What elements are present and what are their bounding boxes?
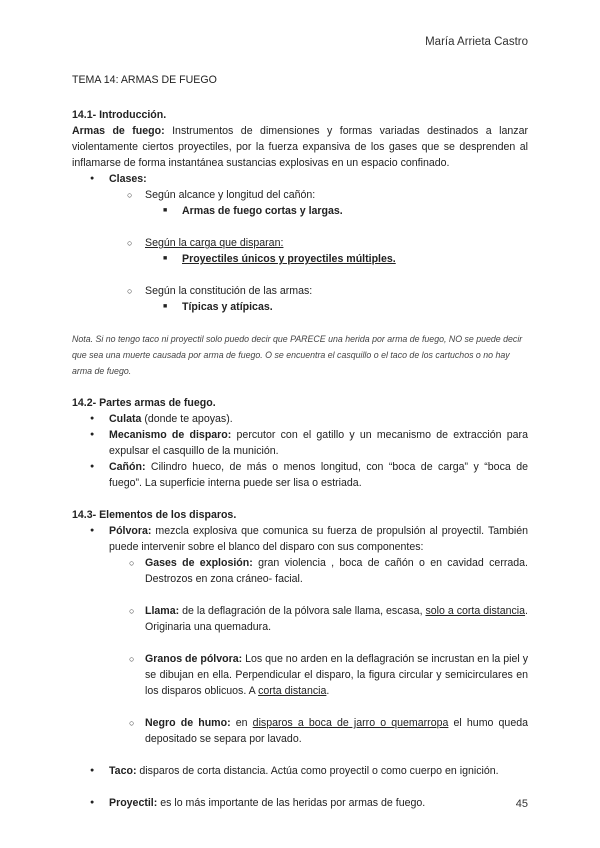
spacer <box>109 587 528 603</box>
list-item-armas-cortas-largas <box>72 203 528 219</box>
spacer <box>72 267 528 283</box>
gases-term: Gases de explosión: <box>145 557 253 569</box>
clases-label: Clases: <box>109 173 147 185</box>
section-heading-introduccion: 14.1- Introducción. <box>72 109 167 121</box>
page-number: 45 <box>515 798 528 810</box>
section-heading-elementos: 14.3- Elementos de los disparos. <box>72 509 237 521</box>
negro-text: en <box>230 717 253 729</box>
negro-end: el humo queda depositado se separa por lavado. <box>145 717 529 745</box>
list-item-clases <box>72 171 528 187</box>
list-item-proyectiles <box>72 251 528 267</box>
clase-alcance-items <box>72 203 528 219</box>
spacer <box>72 219 528 235</box>
note-paragraph: Nota. Si no tengo taco ni proyectil solo puedo decir que PARECE una herida por arma de fuego, NO se puede decir que sea una muerte causada por arma de fuego. O se encuentra el casquillo o el taco de los cartuchos o no hay arma de fuego. <box>72 334 523 376</box>
spacer <box>72 747 528 763</box>
spacer <box>72 379 528 395</box>
gases-text: gran violencia , boca de cañón o en cavidad cerrada. Destrozos en zona cráneo- facial. <box>145 557 528 585</box>
proyectil-term: Proyectil: <box>109 797 158 809</box>
list-item-culata <box>72 411 528 427</box>
spacer <box>109 699 528 715</box>
list-item-canon <box>72 459 528 491</box>
negro-term: Negro de humo: <box>145 717 231 729</box>
partes-list <box>72 411 528 491</box>
clase-constitucion-item: Típicas y atípicas. <box>182 301 273 313</box>
proyectil-text: es lo más importante de las heridas por armas de fuego. <box>157 797 426 809</box>
polvora-text: mezcla explosiva que comunica su fuerza de propulsión al proyectil. También puede intervenir sobre el blanco del disparo con sus componentes: <box>109 525 528 553</box>
llama-underlined: solo a corta distancia <box>425 605 526 617</box>
mecanismo-term: Mecanismo de disparo: <box>109 429 232 441</box>
list-item-mecanismo <box>72 427 528 459</box>
canon-text: Cilindro hueco, de más o menos longitud, con “boca de carga” y “boca de fuego”. La superficie interna puede ser lisa o estriada. <box>109 461 528 489</box>
negro-underlined: disparos a boca de jarro o quemarropa <box>252 717 449 729</box>
list-item-clase-constitucion <box>72 283 528 299</box>
culata-text: (donde te apoyas). <box>141 413 233 425</box>
clase-constitucion-items <box>72 299 528 315</box>
granos-underlined: corta distancia <box>258 685 327 697</box>
list-item-llama <box>109 603 528 635</box>
mecanismo-text: percutor con el gatillo y un mecanismo de extracción para expulsar el casquillo de la munición. <box>109 429 528 457</box>
llama-text: de la deflagración de la pólvora sale llama, escasa, <box>179 605 426 617</box>
clase-carga-item: Proyectiles únicos y proyectiles múltiples. <box>182 253 396 265</box>
taco-text: disparos de corta distancia. Actúa como proyectil o como cuerpo en ignición. <box>136 765 499 777</box>
clases-list <box>72 171 528 187</box>
elementos-list <box>72 523 528 811</box>
list-item-clase-carga <box>72 235 528 251</box>
list-item-gases <box>109 555 528 587</box>
list-item-polvora <box>72 523 528 747</box>
header-author: María Arrieta Castro <box>425 36 528 48</box>
list-item-proyectil <box>72 795 528 811</box>
culata-term: Culata <box>109 413 142 425</box>
clase-constitucion-label: Según la constitución de las armas: <box>145 285 313 297</box>
page-content <box>72 72 528 811</box>
clases-sublist <box>72 187 528 203</box>
clases-sublist-3 <box>72 283 528 299</box>
spacer <box>72 491 528 507</box>
polvora-term: Pólvora: <box>109 525 152 537</box>
taco-term: Taco: <box>109 765 137 777</box>
canon-term: Cañón: <box>109 461 146 473</box>
definition-term: Armas de fuego: <box>72 125 165 137</box>
llama-end: . Originaria una quemadura. <box>145 605 528 633</box>
granos-end: . <box>326 685 330 697</box>
list-item-negro-humo <box>109 715 528 747</box>
clase-alcance-item: Armas de fuego cortas y largas. <box>182 205 343 217</box>
polvora-sublist <box>109 555 528 747</box>
list-item-granos <box>109 651 528 699</box>
definition-paragraph <box>72 123 528 171</box>
definition-text: Instrumentos de dimensiones y formas variadas destinados a lanzar violentamente ciertos proyectiles, por la fuerza expansiva de los gases que se desprenden al inflamarse de forma instantánea sustancias explosivas en un espacio confinado. <box>72 125 529 169</box>
clase-carga-label: Según la carga que disparan: <box>145 237 284 249</box>
list-item-clase-alcance <box>72 187 528 203</box>
clases-sublist-2 <box>72 235 528 251</box>
section-heading-partes: 14.2- Partes armas de fuego. <box>72 397 216 409</box>
spacer <box>109 635 528 651</box>
topic-title: TEMA 14: ARMAS DE FUEGO <box>72 74 217 86</box>
spacer <box>72 779 528 795</box>
clase-alcance-label: Según alcance y longitud del cañón: <box>145 189 316 201</box>
granos-text: Los que no arden en la deflagración se incrustan en la piel y se dibujan en ella. Perpendicular el disparo, la figura circular y semicirculares en los disparos oblicuos. A <box>145 653 528 697</box>
clase-carga-items <box>72 251 528 267</box>
llama-term: Llama: <box>145 605 180 617</box>
list-item-tipicas <box>72 299 528 315</box>
granos-term: Granos de pólvora: <box>145 653 243 665</box>
list-item-taco <box>72 763 528 779</box>
